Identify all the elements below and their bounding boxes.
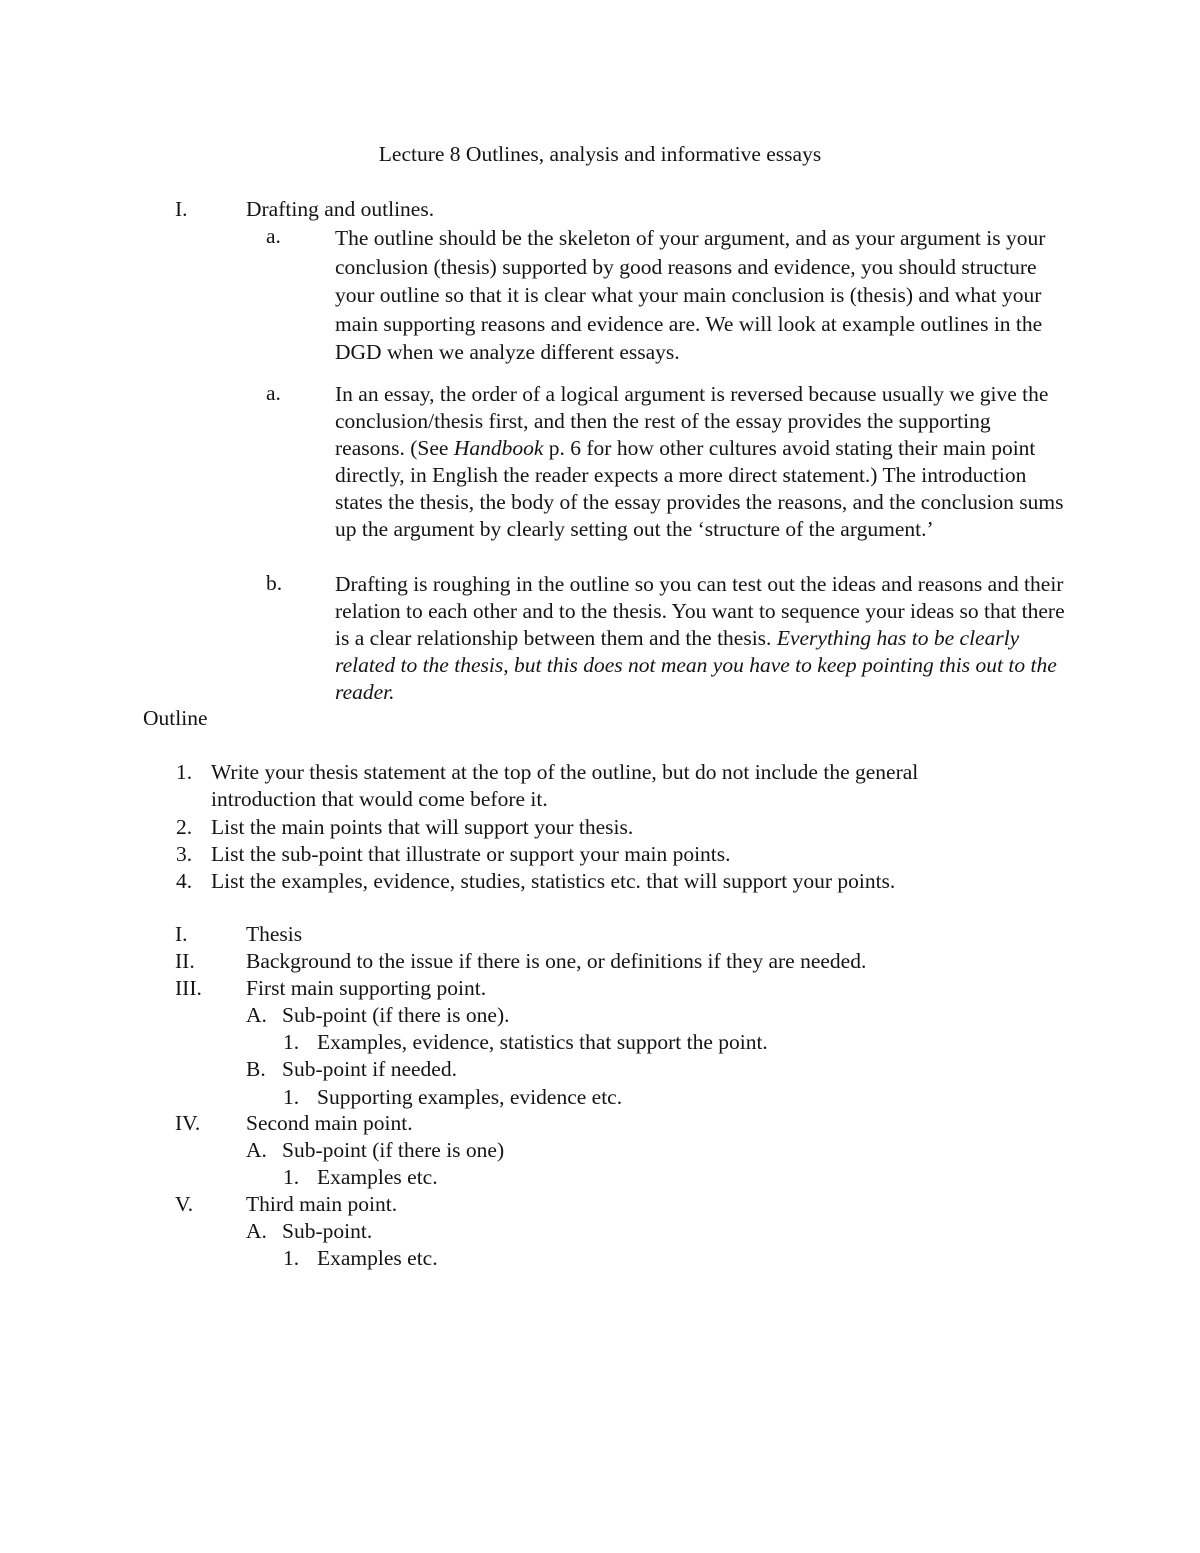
step-text: List the sub-point that illustrate or support your main points. (211, 842, 731, 866)
template-item: Supporting examples, evidence etc. (317, 1085, 623, 1109)
outline-heading: Outline (143, 706, 208, 730)
list-marker: b. (266, 571, 283, 595)
template-item: Sub-point (if there is one) (282, 1138, 505, 1162)
paragraph-text: Drafting is roughing in the outline so you can test out the ideas and reasons and their relation to each other and to the thesis. You want to sequence your ideas so that there is a clear relationship between them and the thesis. (335, 572, 1065, 650)
template-marker: V. (175, 1192, 194, 1216)
document-title: Lecture 8 Outlines, analysis and informative essays (378, 142, 822, 166)
step-marker: 2. (176, 815, 193, 839)
step-marker: 3. (176, 842, 193, 866)
template-marker: A. (246, 1219, 267, 1243)
step-text: introduction that would come before it. (211, 787, 548, 811)
template-item: Thesis (246, 922, 303, 946)
template-marker: IV. (175, 1111, 201, 1135)
template-item: Examples, evidence, statistics that support the point. (317, 1030, 768, 1054)
section-heading: Drafting and outlines. (246, 197, 435, 221)
template-marker: 1. (283, 1085, 300, 1109)
template-item: Second main point. (246, 1111, 413, 1135)
template-marker: 1. (283, 1246, 300, 1270)
template-item: Background to the issue if there is one, or definitions if they are needed. (246, 949, 867, 973)
paragraph-emphasis: Everything has to be clearly related to the thesis, but this does not mean you have to keep pointing this out to the reader. (335, 626, 1057, 704)
paragraph-text: In an essay, the order of a logical argument is reversed because usually we give the conclusion/thesis first, and then the rest of the essay provides the supporting reasons. (See (335, 382, 1049, 460)
list-marker: a. (266, 224, 281, 248)
template-item: Third main point. (246, 1192, 398, 1216)
template-marker: III. (175, 976, 202, 1000)
template-item: Examples etc. (317, 1246, 438, 1270)
template-marker: A. (246, 1003, 267, 1027)
template-marker: I. (175, 922, 188, 946)
template-item: Examples etc. (317, 1165, 438, 1189)
template-marker: II. (175, 949, 195, 973)
template-marker: 1. (283, 1165, 300, 1189)
template-item: First main supporting point. (246, 976, 487, 1000)
template-marker: A. (246, 1138, 267, 1162)
paragraph-outline-skeleton: The outline should be the skeleton of your argument, and as your argument is your conclusion (thesis) supported by good reasons and evidence, you should structure your outline so that it is clear what your main conclusion is (thesis) and what your main supporting reasons and evidence are. We will look at example outlines in the DGD when we analyze different essays. (335, 226, 1046, 365)
template-marker: B. (246, 1057, 266, 1081)
paragraph-drafting (335, 571, 1065, 706)
step-text: List the main points that will support your thesis. (211, 815, 634, 839)
section-marker: I. (175, 197, 188, 221)
step-text: Write your thesis statement at the top of the outline, but do not include the general (211, 760, 919, 784)
step-text: List the examples, evidence, studies, statistics etc. that will support your points. (211, 869, 896, 893)
paragraph-text: p. 6 for how other cultures avoid stating their main point directly, in English the reader expects a more direct statement.) The introduction states the thesis, the body of the essay provides the reasons, and the conclusion sums up the argument by clearly setting out the ‘structure of the argument.’ (335, 436, 1064, 541)
template-item: Sub-point if needed. (282, 1057, 457, 1081)
template-item: Sub-point. (282, 1219, 373, 1243)
template-item: Sub-point (if there is one). (282, 1003, 510, 1027)
step-marker: 1. (176, 760, 193, 784)
paragraph-argument-order (335, 381, 1065, 543)
handbook-emphasis: Handbook (453, 436, 544, 460)
template-marker: 1. (283, 1030, 300, 1054)
step-marker: 4. (176, 869, 193, 893)
list-marker: a. (266, 381, 281, 405)
